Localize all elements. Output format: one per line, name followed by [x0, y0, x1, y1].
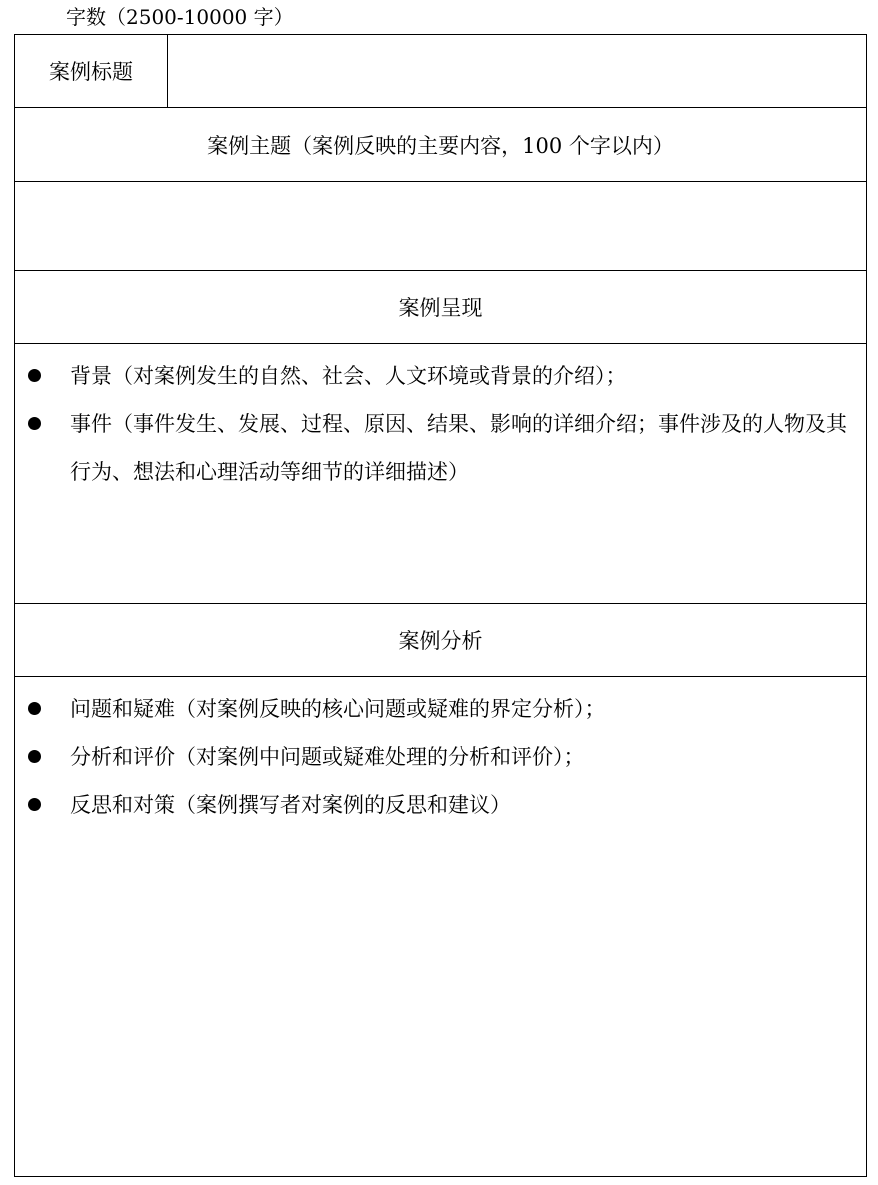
case-presentation-section[interactable] [15, 344, 866, 604]
list-item [15, 781, 866, 829]
list-item [15, 400, 866, 496]
case-analysis-header: 案例分析 [15, 604, 866, 677]
guidance-text: 反思和对策（案例撰写者对案例的反思和建议） [70, 793, 511, 817]
list-item [15, 352, 866, 400]
case-presentation-header: 案例呈现 [15, 271, 866, 344]
bullet-icon [28, 369, 41, 382]
guidance-text: 分析和评价（对案例中问题或疑难处理的分析和评价）； [70, 745, 585, 769]
guidance-text: 问题和疑难（对案例反映的核心问题或疑难的界定分析）； [70, 697, 606, 721]
guidance-text: 事件（事件发生、发展、过程、原因、结果、影响的详细介绍；事件涉及的人物及其行为、想法和心理活动等细节的详细描述） [70, 412, 847, 484]
case-title-row [15, 35, 866, 108]
case-form-table [14, 34, 867, 1177]
case-analysis-section[interactable] [15, 677, 866, 1177]
bullet-icon [28, 702, 41, 715]
case-title-field[interactable] [168, 35, 866, 107]
analysis-guidance-list [15, 685, 866, 829]
case-theme-header: 案例主题（案例反映的主要内容，100 个字以内） [15, 108, 866, 182]
bullet-icon [28, 750, 41, 763]
word-count-note: 字数（2500-10000 字） [66, 5, 294, 29]
list-item [15, 733, 866, 781]
bullet-icon [28, 417, 41, 430]
list-item [15, 685, 866, 733]
presentation-guidance-list [15, 352, 866, 496]
guidance-text: 背景（对案例发生的自然、社会、人文环境或背景的介绍）； [70, 364, 627, 388]
case-theme-field[interactable] [15, 182, 866, 271]
bullet-icon [28, 798, 41, 811]
case-title-label: 案例标题 [15, 35, 168, 107]
